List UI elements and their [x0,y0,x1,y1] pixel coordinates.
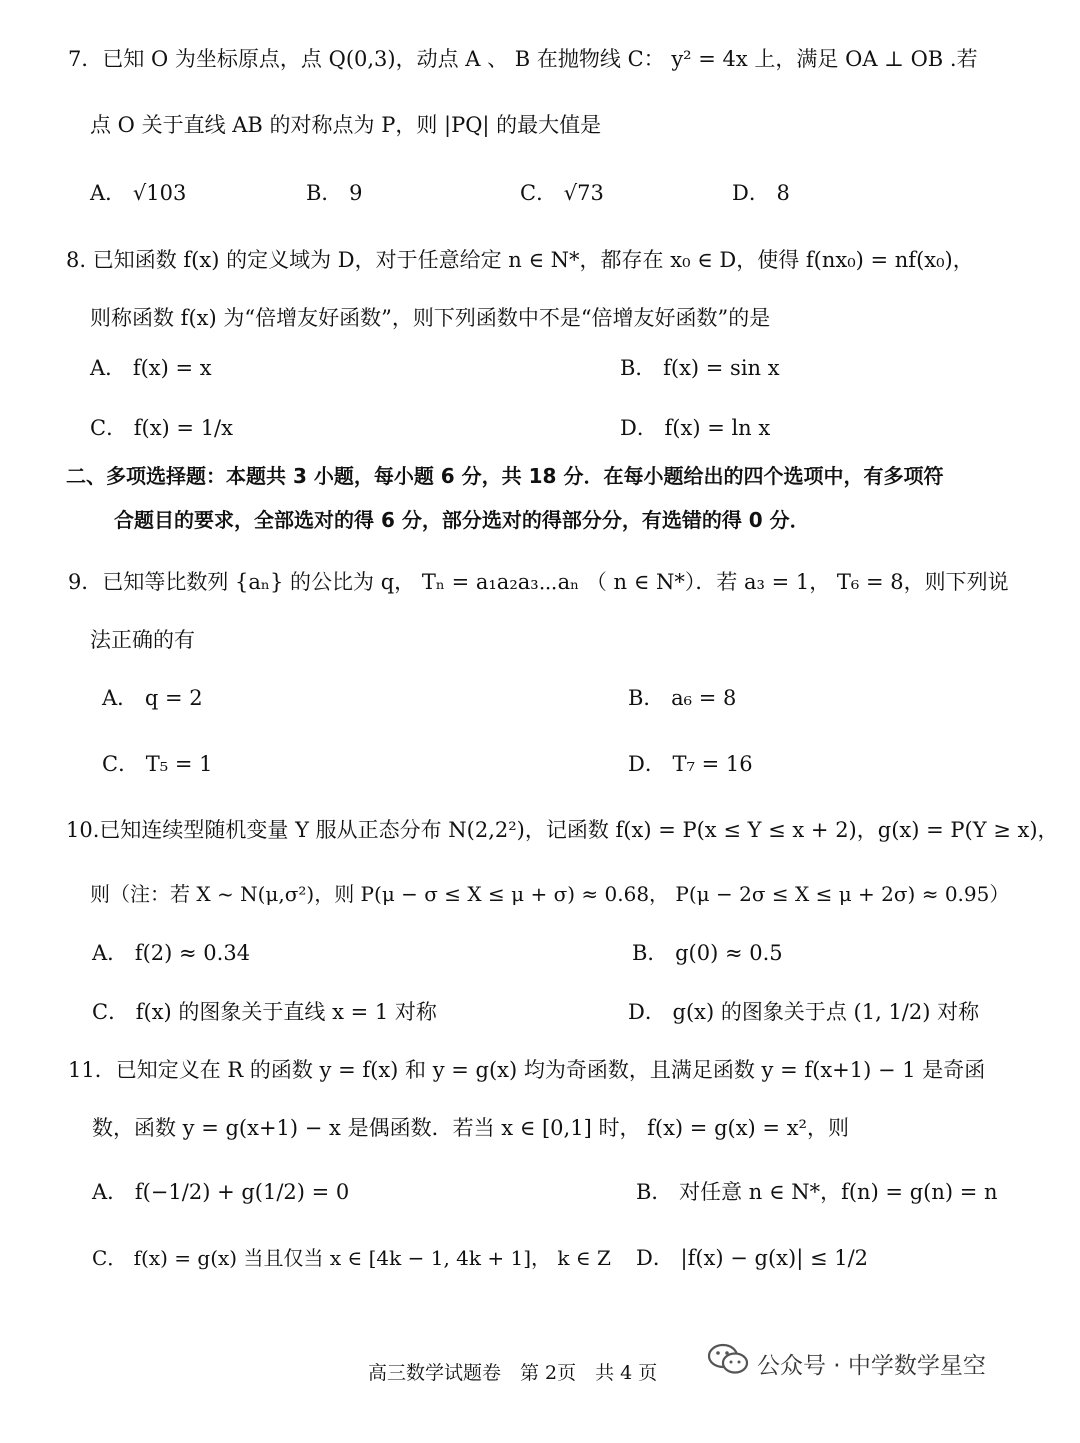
section2-heading-line1: 二、多项选择题：本题共 3 小题，每小题 6 分，共 18 分．在每小题给出的四个选项中，有多项符 [66,464,944,488]
section2-heading-line2: 合题目的要求，全部选对的得 6 分，部分选对的得部分分，有选错的得 0 分． [114,508,810,532]
q10-option-c: C． f(x) 的图象关于直线 x = 1 对称 [92,1000,437,1024]
q11-option-a: A． f(−1/2) + g(1/2) = 0 [92,1180,350,1204]
q7-option-d: D． 8 [732,181,790,205]
q10-option-b: B． g(0) ≈ 0.5 [632,941,783,965]
q9-line2: 法正确的有 [90,628,195,652]
q11-line1: 11．已知定义在 R 的函数 y = f(x) 和 y = g(x) 均为奇函数，且满足函数 y = f(x+1) − 1 是奇函 [68,1058,986,1082]
q7-option-b: B． 9 [306,181,363,205]
q10-line2: 则（注：若 X ~ N(μ,σ²)，则 P(μ − σ ≤ X ≤ μ + σ) ≈ 0.68， P(μ − 2σ ≤ X ≤ μ + 2σ) ≈ 0.95） [90,882,1010,906]
q8-option-d: D． f(x) = ln x [620,416,771,440]
q11-line2: 数，函数 y = g(x+1) − x 是偶函数．若当 x ∈ [0,1] 时， f(x) = g(x) = x²，则 [92,1116,849,1140]
wechat-icon [706,1341,750,1377]
q8-line2: 则称函数 f(x) 为“倍增友好函数”，则下列函数中不是“倍增友好函数”的是 [90,306,771,330]
q7-line1: 7．已知 O 为坐标原点，点 Q(0,3)，动点 A 、 B 在抛物线 C： y² = 4x 上，满足 OA ⊥ OB .若 [68,47,978,71]
q11-option-c: C． f(x) = g(x) 当且仅当 x ∈ [4k − 1, 4k + 1]， k ∈ Z [92,1246,611,1270]
q10-option-d: D． g(x) 的图象关于点 (1, 1/2) 对称 [628,1000,980,1024]
q8-option-c: C． f(x) = 1/x [90,416,233,440]
q7-line2: 点 O 关于直线 AB 的对称点为 P，则 |PQ| 的最大值是 [90,113,602,137]
q9-option-c: C． T₅ = 1 [102,752,213,776]
q9-option-b: B． a₆ = 8 [628,686,737,710]
q10-line1: 10.已知连续型随机变量 Y 服从正态分布 N(2,2²)，记函数 f(x) = P(x ≤ Y ≤ x + 2)，g(x) = P(Y ≥ x)， [66,818,1059,842]
q8-line1: 8. 已知函数 f(x) 的定义域为 D，对于任意给定 n ∈ N*，都存在 x₀ ∈ D，使得 f(nx₀) = nf(x₀)， [66,248,974,272]
q9-option-d: D． T₇ = 16 [628,752,753,776]
q9-line1: 9．已知等比数列 {aₙ} 的公比为 q， Tₙ = a₁a₂a₃⋯aₙ （ n ∈ N*）．若 a₃ = 1， T₆ = 8，则下列说 [68,570,1009,594]
q11-option-b: B． 对任意 n ∈ N*，f(n) = g(n) = n [636,1180,998,1204]
watermark-text: 公众号 · 中学数学星空 [757,1353,986,1379]
q8-option-a: A． f(x) = x [90,356,212,380]
q7-option-a: A． √103 [90,181,187,205]
q7-option-c: C． √73 [520,181,604,205]
page-footer: 高三数学试题卷 第 2页 共 4 页 [368,1362,658,1384]
q8-option-b: B． f(x) = sin x [620,356,780,380]
q9-option-a: A． q = 2 [102,686,203,710]
q10-option-a: A． f(2) ≈ 0.34 [92,941,251,965]
q11-option-d: D． |f(x) − g(x)| ≤ 1/2 [636,1246,869,1270]
